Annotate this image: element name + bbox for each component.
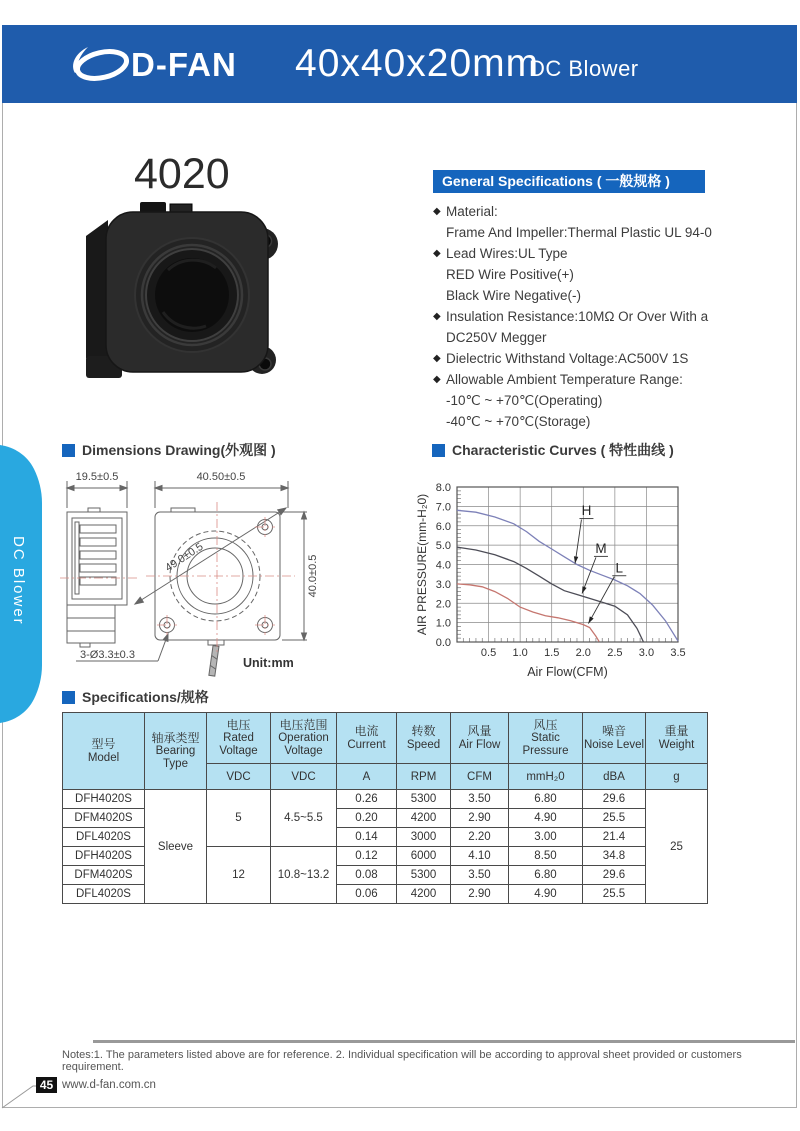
cell-current: 0.08 xyxy=(337,866,397,885)
svg-text:2.5: 2.5 xyxy=(607,647,623,659)
dim-diagonal: 49.0±0.5 xyxy=(163,540,206,575)
dim-front-height: 40.0±0.5 xyxy=(307,554,319,598)
cell-current: 0.20 xyxy=(337,809,397,828)
section-title-specifications xyxy=(62,687,209,707)
unit-weight: g xyxy=(646,764,708,790)
section-marker-icon xyxy=(62,444,75,457)
col-header-weight: 重量 Weight xyxy=(646,713,708,764)
col-header-bearing: 轴承类型 Bearing Type xyxy=(145,713,207,790)
brand-name: D-FAN xyxy=(131,46,237,83)
dim-holes: 3-Ø3.3±0.3 xyxy=(80,649,135,661)
unit-pressure: mmH₂0 xyxy=(509,764,583,790)
unit-operation-voltage: VDC xyxy=(271,764,337,790)
spec-line xyxy=(433,201,733,222)
svg-text:5.0: 5.0 xyxy=(435,540,451,553)
footer-divider xyxy=(93,1040,795,1043)
svg-text:3.5: 3.5 xyxy=(670,647,686,659)
website-url: www.d-fan.com.cn xyxy=(62,1079,156,1091)
col-header-airflow: 风量 Air Flow xyxy=(451,713,509,764)
product-size: 40x40x20mm xyxy=(295,42,540,85)
cell-model: DFM4020S xyxy=(63,866,145,885)
cell-noise: 29.6 xyxy=(583,790,646,809)
spec-line-text: -40℃ ~ +70℃(Storage) xyxy=(446,414,591,429)
cell-model: DFL4020S xyxy=(63,828,145,847)
diamond-bullet-icon: ◆ xyxy=(433,248,441,259)
svg-text:2.0: 2.0 xyxy=(435,598,451,611)
svg-text:6.0: 6.0 xyxy=(435,520,451,533)
spec-line-text: Lead Wires:UL Type xyxy=(446,246,568,261)
diamond-bullet-icon: ◆ xyxy=(433,374,441,385)
svg-text:3.0: 3.0 xyxy=(638,647,655,659)
cell-pressure: 4.90 xyxy=(509,809,583,828)
side-tab-label: DC Blower xyxy=(10,536,27,626)
cell-rated-voltage: 5 xyxy=(207,790,271,847)
cell-pressure: 6.80 xyxy=(509,790,583,809)
spec-line xyxy=(433,264,733,285)
spec-line-text: Dielectric Withstand Voltage:AC500V 1S xyxy=(446,351,689,366)
spec-line xyxy=(433,327,733,348)
side-view xyxy=(67,481,127,647)
unit-rated-voltage: VDC xyxy=(207,764,271,790)
cell-airflow: 2.90 xyxy=(451,809,509,828)
cell-airflow: 3.50 xyxy=(451,790,509,809)
spec-line-text: RED Wire Positive(+) xyxy=(446,267,574,282)
spec-line-text: Insulation Resistance:10MΩ Or Over With a xyxy=(446,309,709,324)
section-marker-icon xyxy=(432,444,445,457)
section-title-text: Specifications/规格 xyxy=(82,689,209,705)
svg-text:3.0: 3.0 xyxy=(435,578,451,591)
cell-model: DFH4020S xyxy=(63,790,145,809)
corner-decoration xyxy=(0,1075,60,1115)
svg-text:7.0: 7.0 xyxy=(435,501,451,514)
cell-airflow: 2.90 xyxy=(451,885,509,904)
front-view xyxy=(76,481,307,676)
cell-noise: 21.4 xyxy=(583,828,646,847)
cell-model: DFM4020S xyxy=(63,809,145,828)
cell-speed: 4200 xyxy=(397,885,451,904)
section-title-text: Dimensions Drawing(外观图 ) xyxy=(82,442,276,458)
dim-front-width: 40.50±0.5 xyxy=(196,471,246,483)
spec-line xyxy=(433,306,733,327)
unit-current: A xyxy=(337,764,397,790)
svg-text:8.0: 8.0 xyxy=(435,482,451,494)
cell-noise: 29.6 xyxy=(583,866,646,885)
diamond-bullet-icon: ◆ xyxy=(433,311,441,322)
cell-speed: 4200 xyxy=(397,809,451,828)
cell-speed: 5300 xyxy=(397,866,451,885)
cell-pressure: 8.50 xyxy=(509,847,583,866)
cell-noise: 25.5 xyxy=(583,809,646,828)
cell-airflow: 3.50 xyxy=(451,866,509,885)
cell-airflow: 2.20 xyxy=(451,828,509,847)
svg-text:2.0: 2.0 xyxy=(575,647,591,659)
svg-text:1.0: 1.0 xyxy=(435,617,451,630)
col-header-rated-voltage: 电压 Rated Voltage xyxy=(207,713,271,764)
table-row xyxy=(63,790,708,809)
curve-L xyxy=(457,584,599,642)
cell-pressure: 3.00 xyxy=(509,828,583,847)
svg-text:0.5: 0.5 xyxy=(480,647,497,659)
col-header-operation-voltage: 电压范围 Operation Voltage xyxy=(271,713,337,764)
svg-text:4.0: 4.0 xyxy=(435,559,451,572)
spec-line-text: Allowable Ambient Temperature Range: xyxy=(446,372,683,387)
model-number: 4020 xyxy=(134,150,230,198)
spec-line-text: -10℃ ~ +70℃(Operating) xyxy=(446,393,603,408)
spec-line xyxy=(433,411,733,432)
svg-text:1.5: 1.5 xyxy=(544,647,560,659)
spec-line xyxy=(433,285,733,306)
cell-model: DFH4020S xyxy=(63,847,145,866)
cell-speed: 5300 xyxy=(397,790,451,809)
product-photo-blower xyxy=(78,200,288,392)
section-title-curves xyxy=(432,440,674,460)
dfan-logo-swoosh-icon xyxy=(68,40,130,88)
section-marker-icon xyxy=(62,691,75,704)
spec-line-text: Black Wire Negative(-) xyxy=(446,288,582,303)
svg-text:0.0: 0.0 xyxy=(435,637,451,649)
product-type: DC Blower xyxy=(529,56,639,81)
unit-speed: RPM xyxy=(397,764,451,790)
spec-line-text: Material: xyxy=(446,204,498,219)
unit-airflow: CFM xyxy=(451,764,509,790)
cell-rated-voltage: 12 xyxy=(207,847,271,904)
cell-bearing: Sleeve xyxy=(145,790,207,904)
curve-H xyxy=(457,510,678,641)
cell-current: 0.12 xyxy=(337,847,397,866)
diamond-bullet-icon: ◆ xyxy=(433,353,441,364)
cell-airflow: 4.10 xyxy=(451,847,509,866)
section-title-text: Characteristic Curves ( 特性曲线 ) xyxy=(452,442,674,458)
svg-text:1.0: 1.0 xyxy=(512,647,528,659)
col-header-noise: 噪音 Noise Level xyxy=(583,713,646,764)
y-axis-label: AIR PRESSURE(mm-H₂0) xyxy=(415,493,429,636)
col-header-model: 型号 Model xyxy=(63,713,145,790)
col-header-speed: 转数 Speed xyxy=(397,713,451,764)
cell-operation-voltage: 4.5~5.5 xyxy=(271,790,337,847)
cell-pressure: 4.90 xyxy=(509,885,583,904)
cell-pressure: 6.80 xyxy=(509,866,583,885)
page-number-badge: 45 xyxy=(36,1077,57,1093)
spec-line xyxy=(433,243,733,264)
curve-label-M: M xyxy=(595,540,607,556)
diamond-bullet-icon: ◆ xyxy=(433,206,441,217)
characteristic-curves-chart xyxy=(415,468,790,680)
curve-label-L: L xyxy=(615,560,624,576)
spec-line xyxy=(433,369,733,390)
unit-noise: dBA xyxy=(583,764,646,790)
section-title-dimensions xyxy=(62,440,276,460)
cell-speed: 3000 xyxy=(397,828,451,847)
cell-current: 0.06 xyxy=(337,885,397,904)
dim-unit: Unit:mm xyxy=(243,656,294,670)
x-axis-label: Air Flow(CFM) xyxy=(527,665,608,679)
cell-current: 0.26 xyxy=(337,790,397,809)
cell-operation-voltage: 10.8~13.2 xyxy=(271,847,337,904)
spec-line-text: Frame And Impeller:Thermal Plastic UL 94-0 xyxy=(446,225,712,240)
dim-side-width: 19.5±0.5 xyxy=(75,471,119,483)
spec-line xyxy=(433,222,733,243)
cell-current: 0.14 xyxy=(337,828,397,847)
col-header-current: 电流 Current xyxy=(337,713,397,764)
specifications-table xyxy=(62,712,708,904)
cell-model: DFL4020S xyxy=(63,885,145,904)
cell-weight: 25 xyxy=(646,790,708,904)
spec-line xyxy=(433,348,733,369)
curve-label-H: H xyxy=(581,503,592,519)
general-specs-header: General Specifications ( 一般规格 ) xyxy=(433,170,705,193)
spec-line xyxy=(433,390,733,411)
cell-noise: 34.8 xyxy=(583,847,646,866)
cell-speed: 6000 xyxy=(397,847,451,866)
spec-line-text: DC250V Megger xyxy=(446,330,547,345)
col-header-pressure: 风压 Static Pressure xyxy=(509,713,583,764)
general-specs-list xyxy=(433,201,733,432)
footer-notes: Notes:1. The parameters listed above are for reference. 2. Individual specification will be according to approval sheet provided or customers requirement. xyxy=(62,1049,742,1073)
cell-noise: 25.5 xyxy=(583,885,646,904)
dimensions-drawing xyxy=(58,468,358,683)
